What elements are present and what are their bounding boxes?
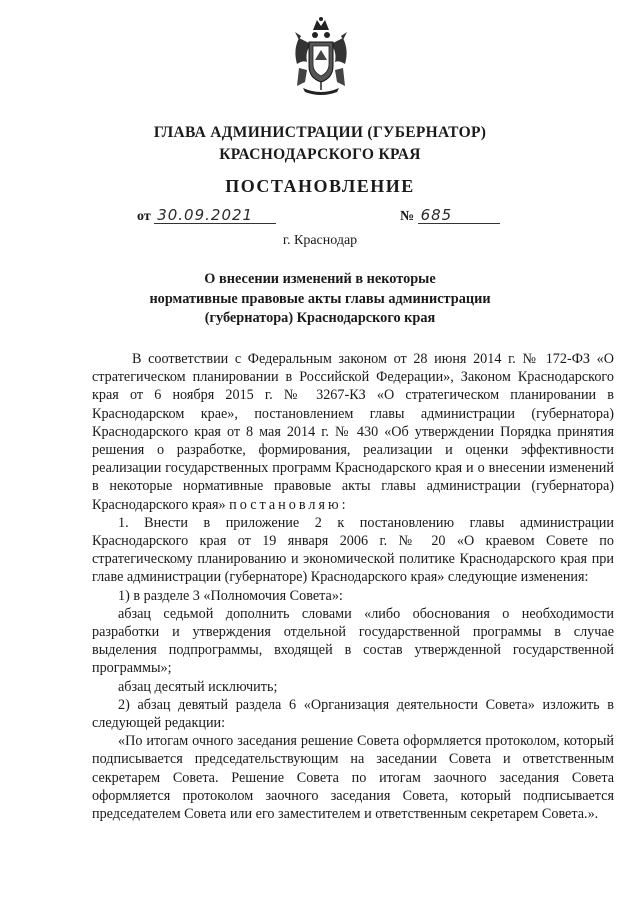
- date-label: от: [137, 209, 151, 224]
- authority-line-1: ГЛАВА АДМИНИСТРАЦИИ (ГУБЕРНАТОР): [153, 124, 487, 141]
- title-line-1: О внесении изменений в некоторые: [204, 271, 436, 287]
- paragraph-abzac-10: абзац десятый исключить;: [118, 678, 278, 695]
- paragraph-abzac-7: абзац седьмой дополнить словами «либо обоснования о необходимости разработки и утверждения отдельной государственной программы в случае выделения подпрограммы, входящей в состав утвержденной государственной программы»;: [92, 605, 614, 677]
- title-line-2: нормативные правовые акты главы администрации: [149, 290, 491, 307]
- authority-line-2: КРАСНОДАРСКОГО КРАЯ: [219, 146, 421, 163]
- title-line-3: (губернатора) Краснодарского края: [204, 310, 436, 326]
- coat-of-arms-icon: [291, 16, 351, 98]
- document-title: [100, 270, 540, 329]
- resolve-word: постановляю:: [229, 496, 349, 513]
- number-label: №: [400, 209, 415, 224]
- paragraph-preamble: [92, 350, 614, 514]
- paragraph-subitem-2: 2) абзац девятый раздела 6 «Организация деятельности Совета» изложить в следующей редакции:: [92, 696, 614, 732]
- paragraph-subitem-1: 1) в разделе 3 «Полномочия Совета»:: [118, 587, 343, 604]
- number-value: 685: [418, 207, 500, 224]
- paragraph-quote: «По итогам очного заседания решение Совета оформляется протоколом, который подписывается председательствующим на заседании Совета и ответственным секретарем Совета. Решение Совета по итогам заочного заседания Совета оформляется протоколом заочного заседания Совета, который подписывается председателем Совета или его заместителем и ответственным секретарем Совета.».: [92, 733, 614, 823]
- preamble-text: В соответствии с Федеральным законом от 28 июня 2014 г. № 172-ФЗ «О стратегическом планировании в Российской Федерации», Законом Краснодарского края от 6 ноября 2015 г. № 3267-КЗ «О стратегическом планировании в Краснодарском крае», постановлением главы администрации (губернатора) Краснодарского края от 8 мая 2014 г. № 430 «Об утверждении Порядка принятия решения о разработке, формирования, реализации и оценки эффективности реализации государственных программ Краснодарского края и о внесении изменений в некоторые нормативные правовые акты главы администрации (губернатора) Краснодарского края»: [92, 351, 614, 513]
- date-value: 30.09.2021: [154, 207, 276, 224]
- date-field: [137, 207, 276, 225]
- document-type: ПОСТАНОВЛЕНИЕ: [225, 176, 415, 196]
- paragraph-item-1: 1. Внести в приложение 2 к постановлению главы администрации Краснодарского края от 19 января 2006 г. № 20 «О краевом Совете по стратегическому планированию и экономической политике Краснодарского края при главе администрации (губернаторе) Краснодарского края» следующие изменения:: [92, 514, 614, 586]
- number-field: [400, 207, 500, 225]
- document-body: [92, 350, 614, 823]
- city: г. Краснодар: [282, 233, 358, 248]
